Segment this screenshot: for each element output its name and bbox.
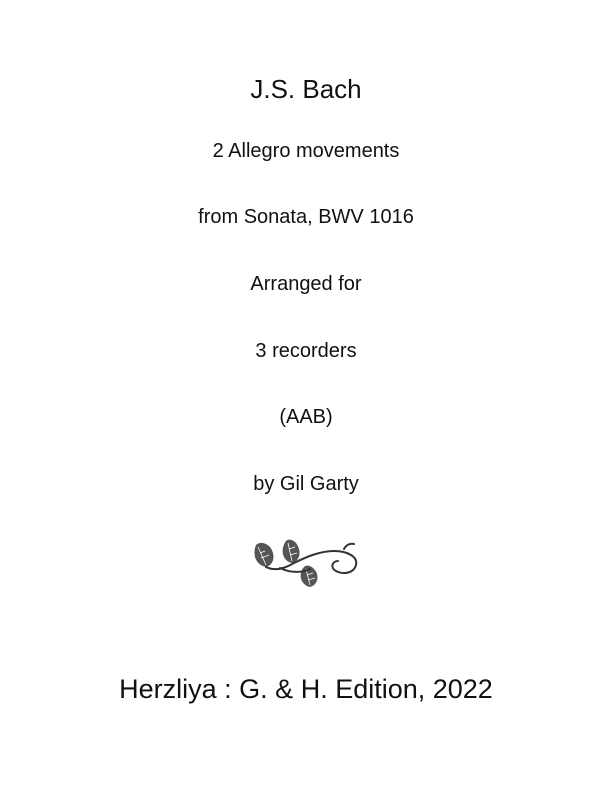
leaf-vine-ornament-icon [250,535,362,591]
voicing: (AAB) [279,406,333,428]
arranger-credit: by Gil Garty [253,473,359,495]
publisher-imprint: Herzliya : G. & H. Edition, 2022 [119,674,493,704]
composer-name: J.S. Bach [250,74,362,104]
arranged-for-label: Arranged for [250,273,362,295]
instrumentation: 3 recorders [255,340,357,362]
work-title: 2 Allegro movements [212,140,400,162]
source-work: from Sonata, BWV 1016 [198,206,414,228]
